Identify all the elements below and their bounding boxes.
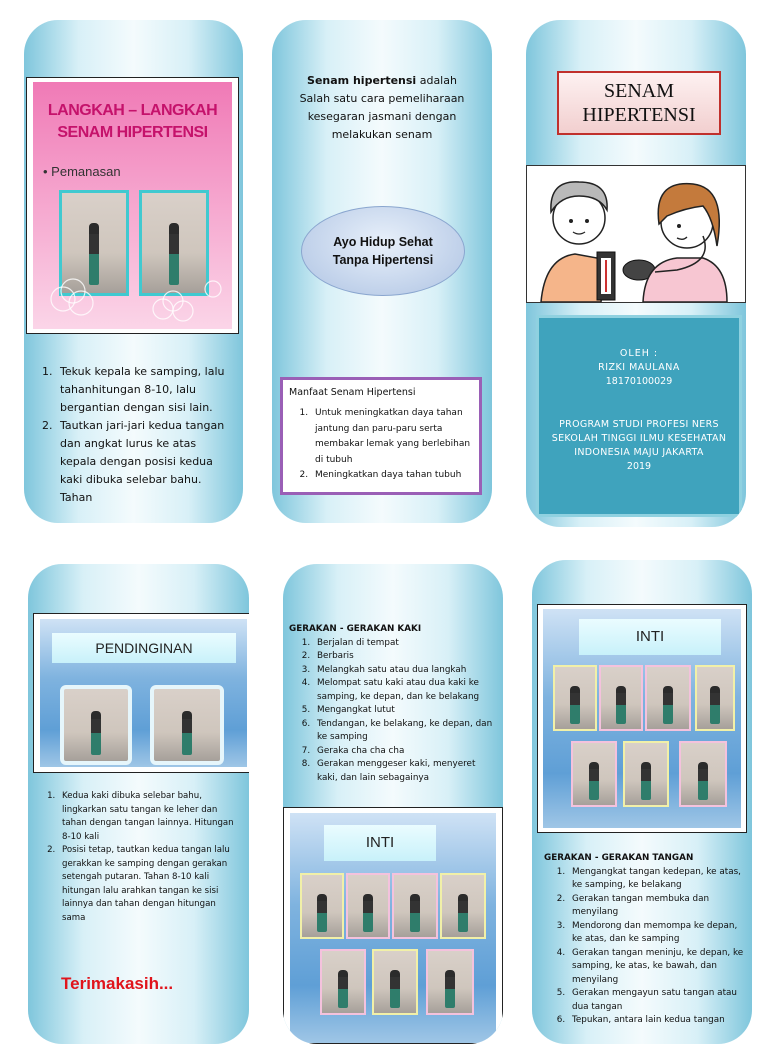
inti-slide (290, 813, 496, 1043)
list-item: 1. Mengangkat tangan kedepan, ke atas, ke samping, ke belakang (568, 866, 750, 893)
inti-slide (543, 609, 741, 828)
intro-bold: Senam hipertensi (307, 74, 417, 87)
exercise-photo (346, 873, 390, 939)
list-item: 6. Tepukan, antara lain kedua tangan (568, 1014, 750, 1028)
exercise-photo (60, 685, 132, 765)
exercise-photo (372, 949, 418, 1015)
list-item: 7. Geraka cha cha cha (313, 745, 494, 759)
exercise-photo (623, 741, 669, 807)
cover-year: 2019 (626, 461, 652, 472)
pemanasan-slide-bullet: • Pemanasan (43, 164, 121, 179)
slogan-oval (301, 206, 465, 296)
list-item: 4. Melompat satu kaki atau dua kaki ke samping, ke depan, dan ke belakang (313, 677, 494, 704)
manfaat-title: Manfaat Senam Hipertensi (289, 387, 416, 398)
kaki-section (289, 623, 494, 785)
panel-pendinginan (28, 564, 249, 1044)
pemanasan-slide-frame (26, 77, 239, 334)
cover-title: SENAM HIPERTENSI (582, 80, 696, 126)
list-item: 1. Untuk meningkatkan daya tahan jantung dan paru-paru serta membakar lemak yang berlebihan di tubuh (311, 406, 473, 468)
exercise-photo (599, 665, 643, 731)
exercise-photo (679, 741, 727, 807)
pemanasan-slide (33, 82, 232, 329)
pendinginan-title: PENDINGINAN (52, 633, 236, 663)
tangan-title: GERAKAN - GERAKAN TANGAN (544, 853, 694, 863)
panel-cover (526, 20, 746, 527)
list-item: 2. Tautkan jari-jari kedua tangan dan angkat lurus ke atas kepala dengan posisi kedua kaki dibuka selebar bahu. Tahan (56, 417, 229, 507)
oleh-label: OLEH : (619, 348, 659, 359)
list-item: 2. Posisi tetap, tautkan kedua tangan lalu gerakkan ke samping dengan gerakan setengah putaran. Tahan 8-10 kali hitungan lalu arahkan tangan ke sisi lainnya dan tahan dengan hitungan sama (58, 844, 236, 925)
list-item: 5. Mengangkat lutut (313, 704, 494, 718)
author-info-box (536, 315, 742, 517)
list-item: 3. Melangkah satu atau dua langkah (313, 664, 494, 678)
thanks-text: Terimakasih... (61, 974, 174, 993)
tangan-section (544, 852, 750, 1028)
inti-title: INTI (324, 825, 436, 861)
intro-rest: adalah Salah satu cara pemeliharaan kesegaran jasmani dengan melakukan senam (299, 74, 465, 141)
list-item: 5. Gerakan mengayun satu tangan atau dua tangan (568, 987, 750, 1014)
cover-title-box (557, 71, 721, 135)
kaki-title: GERAKAN - GERAKAN KAKI (289, 624, 422, 634)
program-name: PROGRAM STUDI PROFESI NERS SEKOLAH TINGGI ILMU KESEHATAN INDONESIA MAJU JAKARTA (551, 419, 727, 458)
exercise-photo (426, 949, 474, 1015)
exercise-photo (150, 685, 224, 765)
inti-title: INTI (579, 619, 721, 655)
exercise-photo (695, 665, 735, 731)
exercise-photo (300, 873, 344, 939)
list-item: 2. Gerakan tangan membuka dan menyilang (568, 893, 750, 920)
list-item: 1. Berjalan di tempat (313, 637, 494, 651)
list-item: 1. Kedua kaki dibuka selebar bahu, lingkarkan satu tangan ke leher dan tahan dengan tangan lainnya. Hitungan 8-10 kali (58, 790, 236, 844)
exercise-photo (392, 873, 438, 939)
exercise-photo (571, 741, 617, 807)
author-name: RIZKI MAULANA (598, 362, 680, 373)
panel-gerakan-tangan (532, 560, 752, 1044)
list-item: 6. Tendangan, ke belakang, ke depan, dan ke samping (313, 718, 494, 745)
list-item: 2. Berbaris (313, 650, 494, 664)
exercise-photo (553, 665, 597, 731)
panel-intro (272, 20, 492, 523)
pendinginan-slide-frame (33, 613, 249, 773)
panel-gerakan-kaki (283, 564, 503, 1044)
exercise-photo (645, 665, 691, 731)
list-item: 2. Meningkatkan daya tahan tubuh (311, 468, 473, 484)
list-item: 1. Tekuk kepala ke samping, lalu tahanhitungan 8-10, lalu bergantian dengan sisi lain. (56, 363, 229, 417)
slogan-text: Ayo Hidup Sehat Tanpa Hipertensi (332, 235, 434, 267)
list-item: 3. Mendorong dan memompa ke depan, ke atas, dan ke samping (568, 920, 750, 947)
manfaat-box (280, 377, 482, 495)
panel-pemanasan (24, 20, 243, 523)
blood-pressure-illustration (527, 166, 745, 302)
pemanasan-slide-title: LANGKAH – LANGKAH SENAM HIPERTENSI (47, 102, 218, 141)
exercise-photo (320, 949, 366, 1015)
inti-slide-frame (283, 807, 503, 1044)
author-nim: 18170100029 (605, 376, 673, 387)
list-item: 8. Gerakan menggeser kaki, menyeret kaki, dan lain sebagainya (313, 758, 494, 785)
flower-decoration (33, 269, 232, 329)
exercise-photo (440, 873, 486, 939)
intro-text (292, 72, 472, 144)
pendinginan-steps (36, 790, 236, 925)
pemanasan-steps (34, 363, 229, 507)
pendinginan-slide (40, 619, 247, 767)
inti-slide-frame (537, 604, 747, 833)
list-item: 4. Gerakan tangan meninju, ke depan, ke samping, ke atas, ke bawah, dan menyilang (568, 947, 750, 988)
illustration-frame (526, 165, 746, 303)
